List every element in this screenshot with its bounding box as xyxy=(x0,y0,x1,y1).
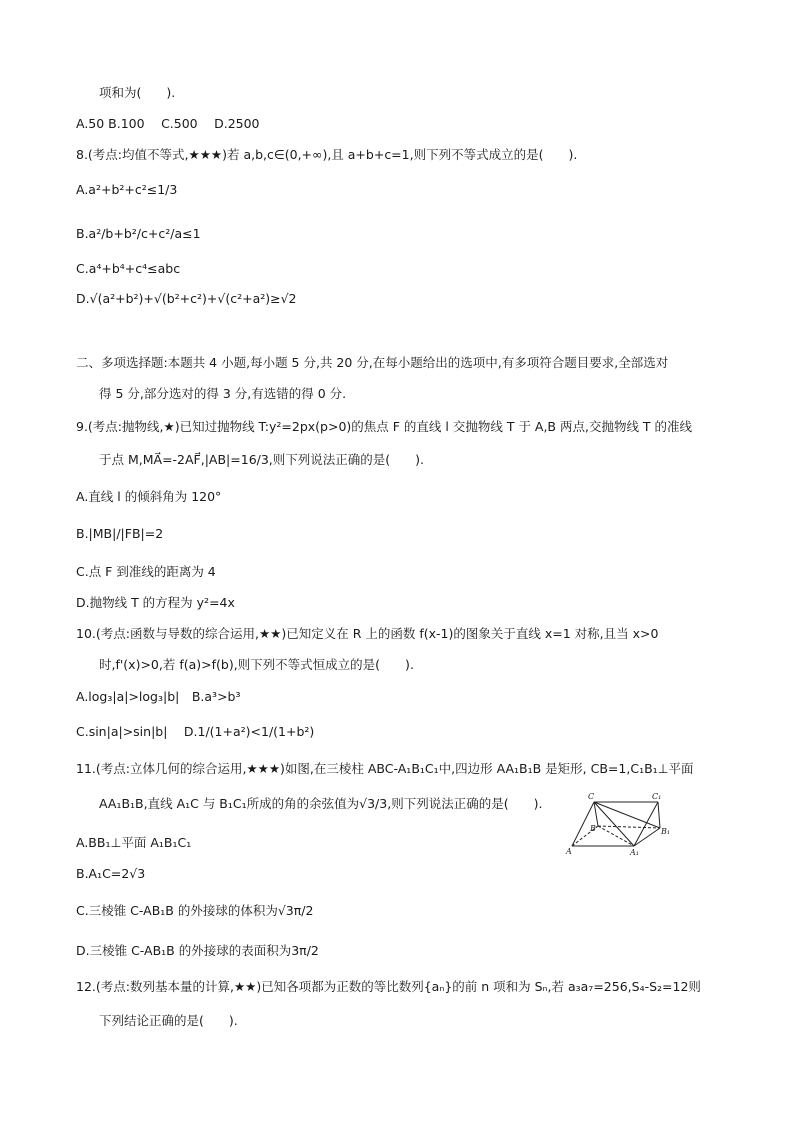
label-b1: B₁ xyxy=(661,827,670,836)
option-11d: D.三棱锥 C-AB₁B 的外接球的表面积为3π/2 xyxy=(76,943,319,958)
label-c: C xyxy=(588,792,595,801)
label-c1: C₁ xyxy=(652,792,662,801)
edge-c1b1 xyxy=(658,802,660,828)
option-9a: A.直线 l 的倾斜角为 120° xyxy=(76,489,222,504)
label-b: B xyxy=(590,824,596,833)
option-11a: A.BB₁⊥平面 A₁B₁C₁ xyxy=(76,835,192,850)
option-11b: B.A₁C=2√3 xyxy=(76,866,146,881)
option-8b: B.a²/b+b²/c+c²/a≤1 xyxy=(76,226,201,241)
question-11-stem: 11.(考点:立体几何的综合运用,★★★)如图,在三棱柱 ABC-A₁B₁C₁中,四边形 AA₁B₁B 是矩形, CB=1,C₁B₁⊥平面 xyxy=(76,761,694,776)
text-line: 项和为( ). xyxy=(99,85,176,100)
question-8-stem: 8.(考点:均值不等式,★★★)若 a,b,c∈(0,+∞),且 a+b+c=1,则下列不等式成立的是( ). xyxy=(76,147,578,162)
label-a1: A₁ xyxy=(630,848,639,856)
question-10-stem: 10.(考点:函数与导数的综合运用,★★)已知定义在 R 上的函数 f(x-1)的图象关于直线 x=1 对称,且当 x>0 xyxy=(76,626,659,641)
question-12-stem-cont: 下列结论正确的是( ). xyxy=(99,1013,238,1028)
section-heading: 二、多项选择题:本题共 4 小题,每小题 5 分,共 20 分,在每小题给出的选项中,有多项符合题目要求,全部选对 xyxy=(76,355,669,370)
option-8a: A.a²+b²+c²≤1/3 xyxy=(76,182,178,197)
label-a: A xyxy=(566,847,572,856)
option-10cd: C.sin|a|>sin|b| D.1/(1+a²)<1/(1+b²) xyxy=(76,724,315,739)
question-12-stem: 12.(考点:数列基本量的计算,★★)已知各项都为正数的等比数列{aₙ}的前 n 项和为 Sₙ,若 a₃a₇=256,S₄-S₂=12则 xyxy=(76,979,701,994)
option-11c: C.三棱锥 C-AB₁B 的外接球的体积为√3π/2 xyxy=(76,903,314,918)
option-9c: C.点 F 到准线的距离为 4 xyxy=(76,564,216,579)
option-9b: B.|MB|/|FB|=2 xyxy=(76,526,164,541)
option-8c: C.a⁴+b⁴+c⁴≤abc xyxy=(76,261,181,276)
prism-figure xyxy=(564,790,670,856)
question-9-stem: 9.(考点:抛物线,★)已知过抛物线 T:y²=2px(p>0)的焦点 F 的直线 l 交抛物线 T 于 A,B 两点,交抛物线 T 的准线 xyxy=(76,419,693,434)
edge-c1a1 xyxy=(634,802,658,846)
question-11-stem-cont: AA₁B₁B,直线 A₁C 与 B₁C₁所成的角的余弦值为√3/3,则下列说法正确的是( ). xyxy=(99,796,543,811)
edge-ba1 xyxy=(598,826,634,846)
text-line: A.50 B.100 C.500 D.2500 xyxy=(76,116,260,131)
question-10-stem-cont: 时,f'(x)>0,若 f(a)>f(b),则下列不等式恒成立的是( ). xyxy=(99,657,414,672)
edge-ca1 xyxy=(594,802,634,846)
edge-bb1 xyxy=(598,826,660,828)
edge-cb1 xyxy=(594,802,660,828)
edge-a1b1 xyxy=(634,828,660,846)
option-8d: D.√(a²+b²)+√(b²+c²)+√(c²+a²)≥√2 xyxy=(76,291,297,306)
question-9-stem-cont: 于点 M,MA⃗=-2AF⃗,|AB|=16/3,则下列说法正确的是( ). xyxy=(99,452,425,467)
option-10ab: A.log₃|a|>log₃|b| B.a³>b³ xyxy=(76,689,241,704)
section-heading-cont: 得 5 分,部分选对的得 3 分,有选错的得 0 分. xyxy=(99,386,347,401)
option-9d: D.抛物线 T 的方程为 y²=4x xyxy=(76,595,235,610)
